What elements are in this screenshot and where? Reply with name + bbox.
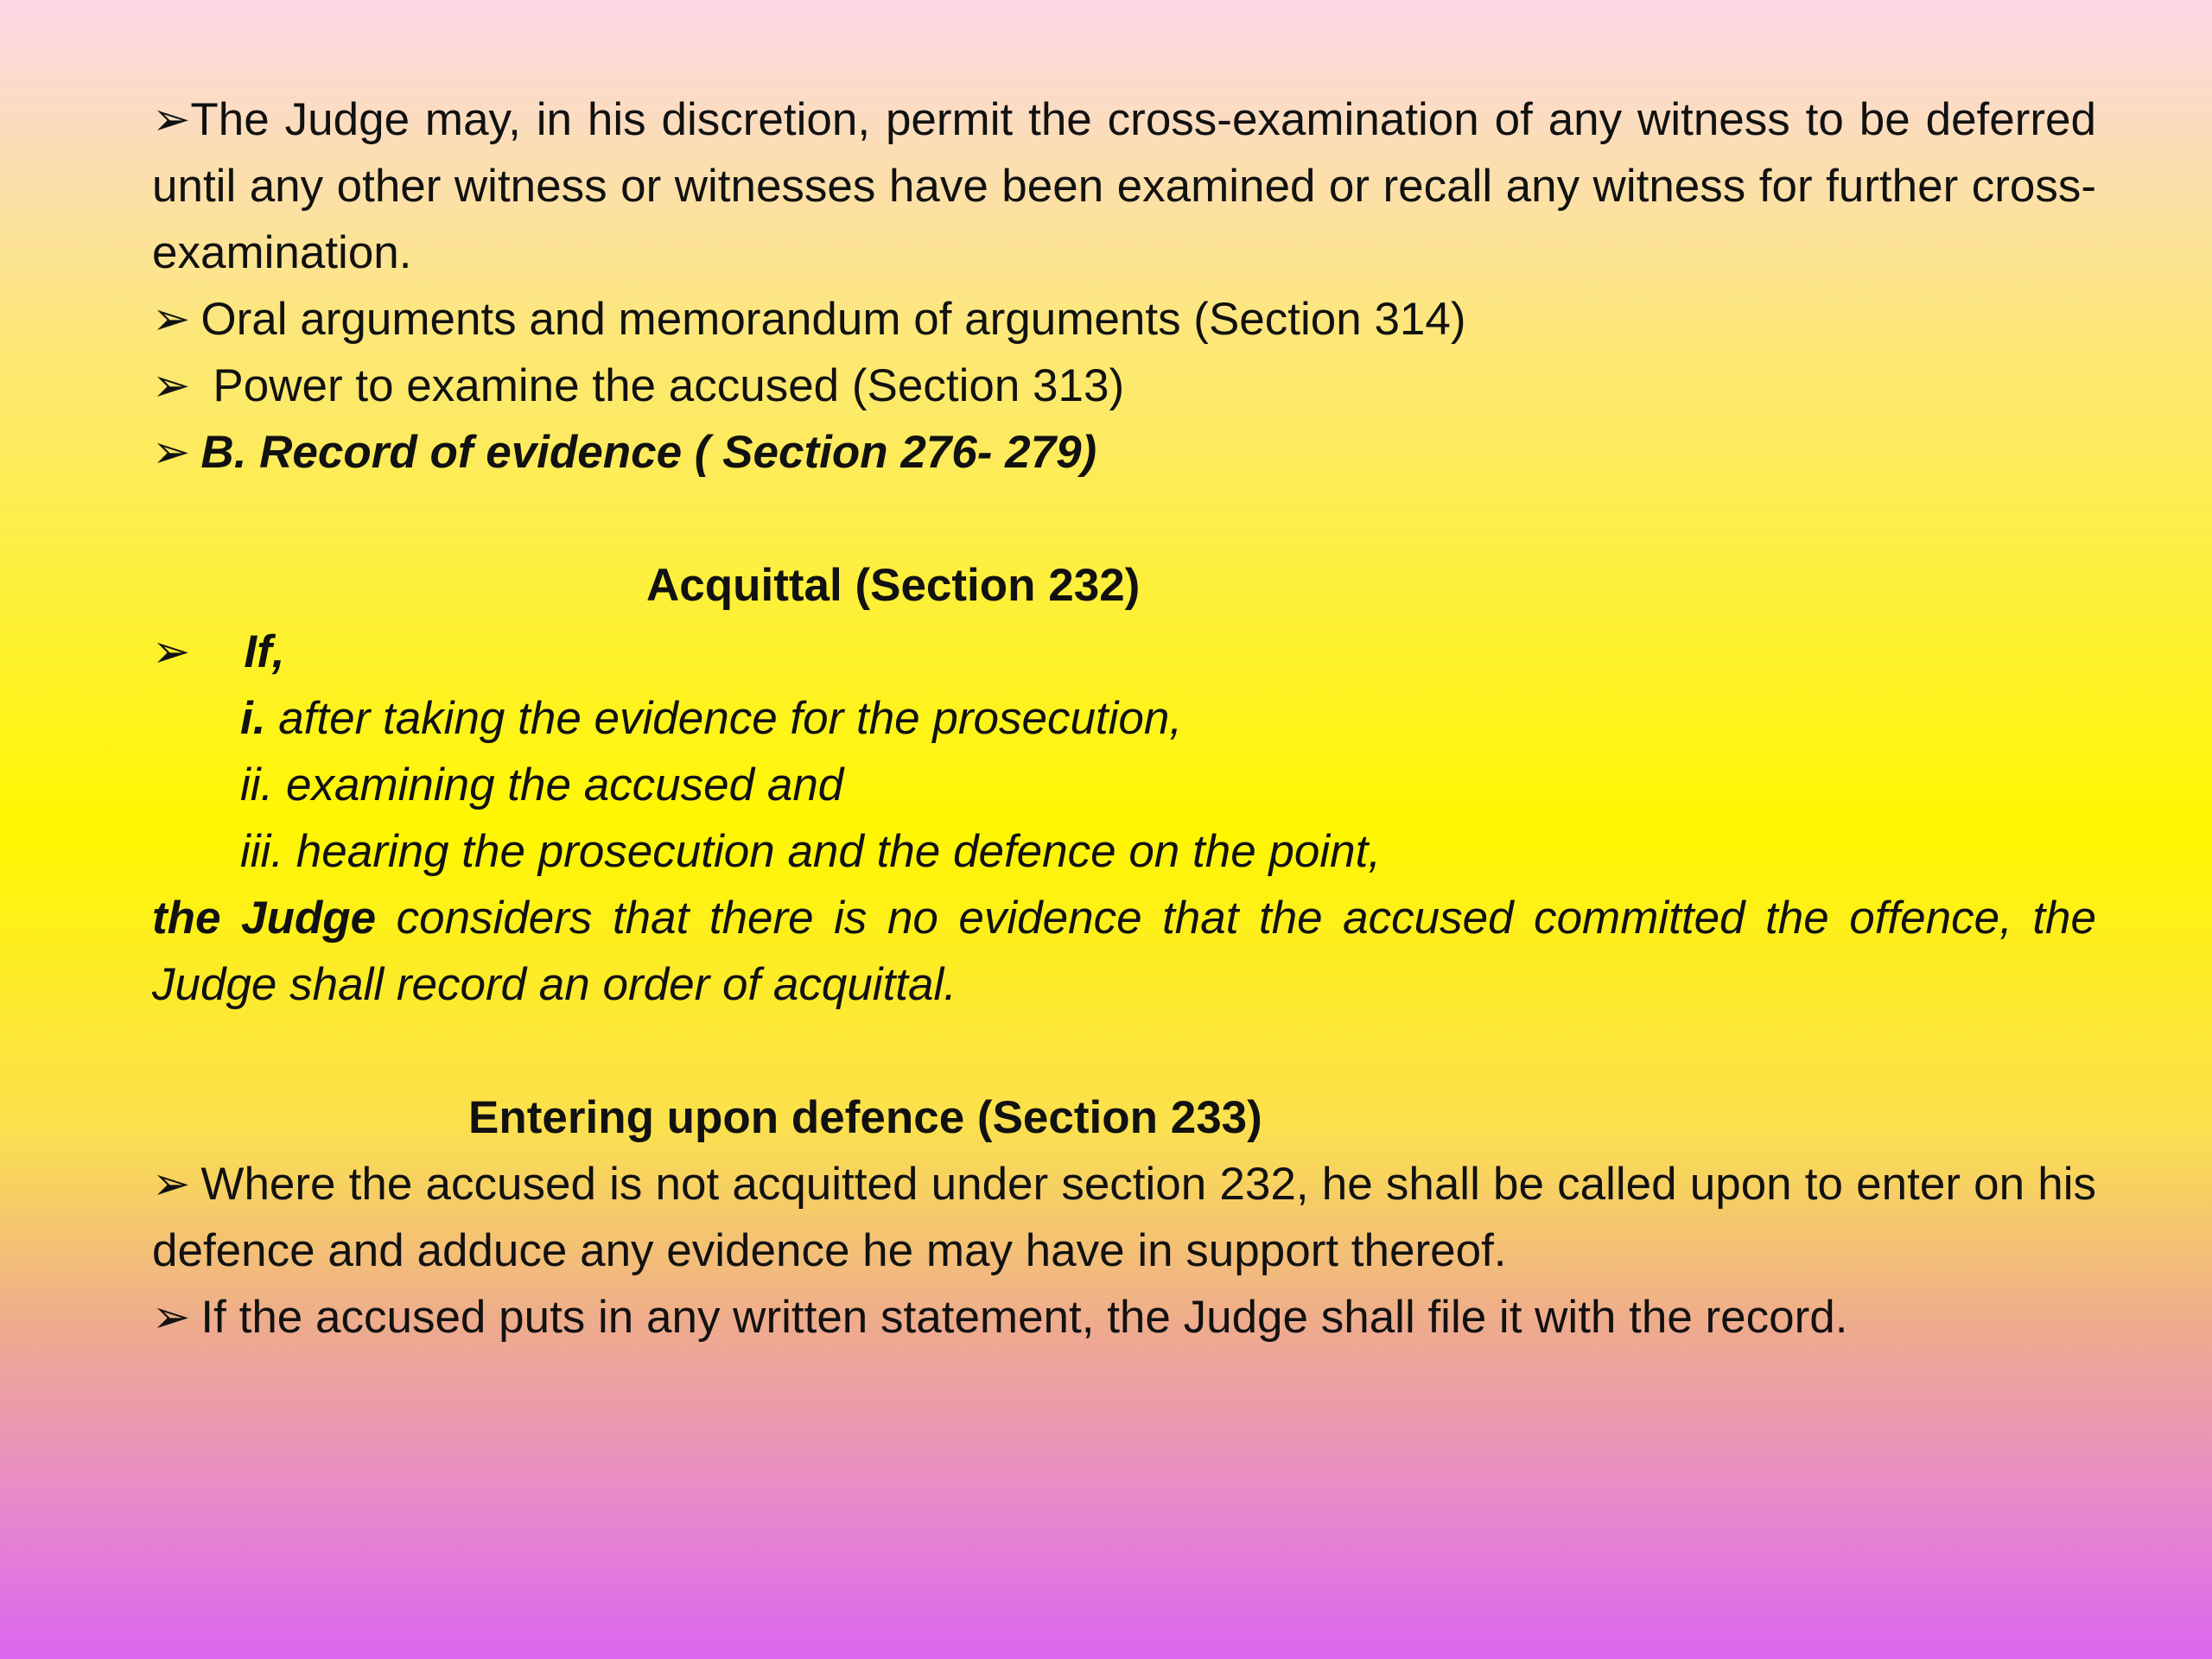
bullet-power-to-examine: ➢ Power to examine the accused (Section 313) bbox=[152, 353, 2096, 419]
bullet-oral-arguments: ➢ Oral arguments and memorandum of arguments (Section 314) bbox=[152, 286, 2096, 353]
acquittal-conclusion: the Judge considers that there is no evidence that the accused committed the offence, the Judge shall record an order of acquittal. bbox=[152, 893, 2096, 1010]
bullet-written-statement: ➢ If the accused puts in any written statement, the Judge shall file it with the record. bbox=[152, 1284, 2096, 1351]
condition-iii: iii. hearing the prosecution and the defence on the point, bbox=[240, 826, 1382, 877]
arrow-bullet-icon: ➢ bbox=[152, 294, 191, 345]
heading-entering-upon-defence: Entering upon defence (Section 233) bbox=[468, 1092, 1262, 1143]
arrow-bullet-icon: ➢ bbox=[152, 427, 191, 478]
condition-ii: ii. examining the accused and bbox=[240, 760, 844, 810]
bullet-deferred-cross-examination: ➢The Judge may, in his discretion, permit the cross-examination of any witness to be deferred until any other witness or witnesses have been examined or recall any witness for further cross-examination. bbox=[152, 94, 2096, 278]
condition-i: i. after taking the evidence for the prosecution, bbox=[240, 693, 1183, 744]
bullet-called-upon-defence: ➢ Where the accused is not acquitted under section 232, he shall be called upon to enter on his defence and adduce any evidence he may have in support thereof. bbox=[152, 1151, 2096, 1284]
bullet-if: ➢ If, bbox=[152, 619, 2096, 685]
arrow-bullet-icon: ➢ bbox=[152, 360, 191, 411]
heading-acquittal: Acquittal (Section 232) bbox=[646, 560, 1141, 611]
arrow-bullet-icon: ➢ bbox=[152, 626, 191, 677]
arrow-bullet-icon: ➢ bbox=[152, 1159, 191, 1210]
slide-content bbox=[152, 86, 2096, 1351]
arrow-bullet-icon: ➢ bbox=[152, 1292, 191, 1343]
arrow-bullet-icon: ➢ bbox=[152, 94, 191, 145]
bullet-record-of-evidence: ➢ B. Record of evidence ( Section 276- 279) bbox=[152, 419, 2096, 486]
